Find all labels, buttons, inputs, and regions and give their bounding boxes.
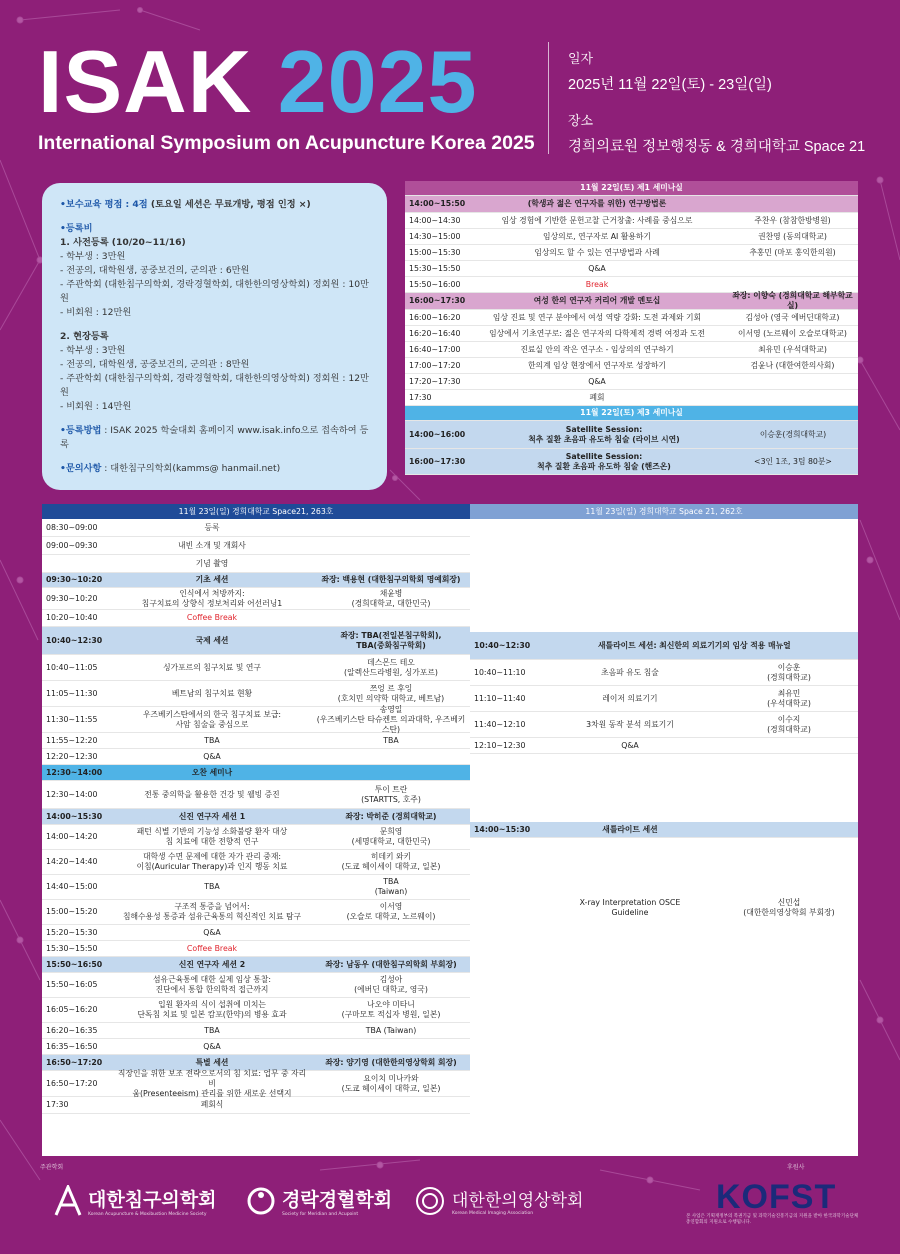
basic-row-cell: 인식에서 처방까지: 침구치료의 상향식 정보처리와 어선러닝1 bbox=[141, 588, 283, 608]
day1-row-cell: 임상의도 할 수 있는 연구방법과 사례 bbox=[534, 247, 660, 257]
pre-title: 1. 사전등록 (10/20~11/16) bbox=[60, 237, 186, 248]
day1-row-cell: 김성아 (영국 에버딘대학교) bbox=[745, 312, 840, 322]
org3-en: Korean Medical Imaging Association bbox=[452, 1211, 534, 1216]
day1-row bbox=[405, 342, 858, 358]
r1-row bbox=[470, 686, 858, 712]
method-title: •등록방법 bbox=[60, 425, 102, 436]
young1-row-cell: 구조적 통증을 넘어서: 침해수용성 통증과 섬유근육통의 혁신적인 치료 탐구 bbox=[122, 902, 302, 921]
young2-row bbox=[42, 973, 470, 998]
header bbox=[38, 32, 535, 155]
event-info bbox=[568, 48, 865, 172]
meridian-logo-icon bbox=[244, 1185, 278, 1217]
day2-left-header: 11월 23일(일) 경희대학교 Space21, 263호 bbox=[42, 504, 470, 519]
young2-row bbox=[42, 1039, 470, 1055]
title-year: 2025 bbox=[277, 32, 478, 131]
method-text: : ISAK 2025 학술대회 홈페이지 www.isak.info으로 접속하여 등록 bbox=[60, 425, 369, 450]
satellite-row bbox=[405, 421, 858, 449]
special-row bbox=[42, 1097, 470, 1114]
special-row-cell: 요이치 미나카와 (도쿄 헤이세이 대학교, 일본) bbox=[341, 1073, 441, 1093]
day2-schedule-table bbox=[42, 504, 858, 1156]
session-satellite-devices-time: 10:40~12:30 bbox=[474, 640, 531, 650]
day1-room1-header bbox=[405, 181, 858, 196]
r1-row-cell: 초음파 유도 침술 bbox=[601, 667, 659, 677]
onsite-title: 2. 현장등록 bbox=[60, 331, 109, 342]
day1-row-cell: 검윤나 (대한여한의사회) bbox=[750, 360, 835, 370]
main-title bbox=[38, 32, 535, 131]
sat-time: 16:00~17:30 bbox=[409, 456, 466, 466]
session-special-title: 특별 세션 bbox=[195, 1057, 229, 1067]
day1-row-cell: 16:20~16:40 bbox=[409, 328, 461, 338]
basic-row-cell: 09:30~10:20 bbox=[46, 593, 98, 603]
young2-row bbox=[42, 998, 470, 1023]
day1-row bbox=[405, 245, 858, 261]
young1-row-cell: TBA (Taiwan) bbox=[374, 877, 408, 896]
basic-row-cell: 채윤병 (경희대학교, 대한민국) bbox=[351, 588, 431, 608]
r1-row bbox=[470, 660, 858, 686]
day1-row bbox=[405, 358, 858, 374]
session-lunch-time: 12:30~14:00 bbox=[46, 767, 103, 777]
org-kmia bbox=[414, 1185, 583, 1217]
session-special-time: 16:50~17:20 bbox=[46, 1057, 103, 1067]
contact-text: : 대한침구의학회(kamms@ hanmail.net) bbox=[101, 463, 281, 474]
day1-row bbox=[405, 374, 858, 390]
r1-row bbox=[470, 738, 858, 754]
young2-row-cell: 16:20~16:35 bbox=[46, 1025, 98, 1035]
day1-room3-header-text: 11월 22일(토) 제3 세미나실 bbox=[580, 408, 683, 417]
day1-row-cell: 17:30 bbox=[409, 392, 432, 402]
day1-row-cell: 최유민 (우석대학교) bbox=[758, 344, 827, 354]
session-research-methods-title: (학생과 젊은 연구자를 위한) 연구방법론 bbox=[527, 199, 667, 208]
sat-title: Satellite Session: 척추 질환 초음파 유도하 침술 (핸즈온) bbox=[537, 451, 671, 471]
r1-row-cell: 최유민 (우석대학교) bbox=[767, 688, 811, 708]
session-young2 bbox=[42, 957, 470, 973]
fee-item: - 비회원 : 12만원 bbox=[60, 307, 132, 318]
young2-row-cell: TBA (Taiwan) bbox=[365, 1025, 417, 1035]
day1-row-cell: 15:00~15:30 bbox=[409, 247, 461, 257]
session-satellite-xray-time: 14:00~15:30 bbox=[474, 824, 531, 834]
young2-row-cell: 16:35~16:50 bbox=[46, 1041, 98, 1051]
intl-row bbox=[42, 704, 470, 734]
intl-row bbox=[42, 749, 470, 765]
sponsor-label: 후원사 bbox=[787, 1164, 805, 1171]
day1-row-cell: 17:20~17:30 bbox=[409, 376, 461, 386]
session-basic-chair: 좌장: 백용현 (대한침구의학회 명예회장) bbox=[321, 575, 461, 584]
opening-row-cell: 등록 bbox=[204, 522, 220, 532]
date-label: 일자 bbox=[568, 51, 594, 66]
young2-row-cell: 16:05~16:20 bbox=[46, 1005, 98, 1014]
r1-row-cell: 10:40~11:10 bbox=[474, 667, 526, 677]
org2-en: Society for Meridian and Acupoint bbox=[282, 1212, 359, 1217]
lunch-row-cell: 투이 트란 (STARTTS, 호주) bbox=[361, 784, 421, 804]
day1-row-cell: 권찬영 (동의대학교) bbox=[758, 231, 827, 241]
right-spacer bbox=[470, 754, 858, 822]
r1-row-cell: 이수지 (경희대학교) bbox=[767, 714, 811, 734]
young2-row-cell: 15:50~16:05 bbox=[46, 980, 98, 989]
day1-row-cell: Break bbox=[585, 279, 609, 289]
kamms-logo-icon bbox=[52, 1185, 84, 1217]
day1-row-cell: 임상 진료 및 연구 분야에서 여성 역량 강화: 도전 과제와 기회 bbox=[492, 312, 702, 322]
opening-row-cell: 08:30~09:00 bbox=[46, 522, 98, 532]
day1-row-cell: Q&A bbox=[588, 376, 606, 386]
young2-row-cell: Q&A bbox=[203, 1041, 221, 1051]
intl-row-cell: 10:40~11:05 bbox=[46, 662, 98, 672]
session-basic-title: 기초 세션 bbox=[195, 575, 229, 584]
contact-title: •문의사항 bbox=[60, 463, 102, 474]
young1-row-cell: 15:30~15:50 bbox=[46, 943, 98, 953]
session-young1-title: 신진 연구자 세션 1 bbox=[178, 811, 246, 821]
org-kamms bbox=[52, 1185, 216, 1217]
sat-speaker: <3인 1조, 3팀 80분> bbox=[754, 456, 832, 466]
intl-row-cell: TBA bbox=[383, 735, 399, 745]
day1-row-cell: 16:00~16:20 bbox=[409, 312, 461, 322]
credit-note: (토요일 세션은 무료개방, 평점 인정 ×) bbox=[147, 199, 311, 210]
day2-left-column bbox=[42, 519, 470, 1114]
young2-row-cell: 입원 환자의 식이 섭취에 미치는 단독침 치료 및 일본 캄포(한약)의 병용 효과 bbox=[137, 1000, 287, 1019]
intl-row-cell: 우즈베키스탄에서의 한국 침구치료 보급: 사암 침술을 중심으로 bbox=[142, 709, 282, 729]
young2-row bbox=[42, 1023, 470, 1039]
r1-row bbox=[470, 712, 858, 738]
young1-row-cell: 15:00~15:20 bbox=[46, 907, 98, 916]
young1-row-cell: TBA bbox=[204, 882, 220, 891]
lunch-row-cell: 12:30~14:00 bbox=[46, 789, 98, 799]
day1-row bbox=[405, 390, 858, 406]
intl-row-cell: 베트남의 침구치료 현황 bbox=[171, 688, 253, 698]
day1-row bbox=[405, 261, 858, 277]
lunch-row bbox=[42, 781, 470, 809]
sat-speaker: 이승훈(경희대학교) bbox=[759, 429, 827, 439]
intl-row-cell: 싱가포르의 침구치료 및 연구 bbox=[163, 662, 261, 672]
intl-row bbox=[42, 655, 470, 681]
young2-row-cell: TBA bbox=[204, 1025, 220, 1035]
day1-row-cell: 임상 경험에 기반한 문헌고찰 근거창출: 사례를 중심으로 bbox=[501, 215, 693, 225]
special-row bbox=[42, 1068, 470, 1098]
session-international-time: 10:40~12:30 bbox=[46, 635, 103, 645]
day1-row-cell: 15:50~16:00 bbox=[409, 279, 461, 289]
r1-row-cell: 이승훈 (경희대학교) bbox=[767, 662, 811, 682]
day1-row-cell: 진료실 안의 작은 연구소 - 임상의의 연구하기 bbox=[520, 344, 674, 354]
org1-name: 대한침구의학회 bbox=[88, 1189, 217, 1211]
day2-right-header: 11월 23일(일) 경희대학교 Space 21, 262호 bbox=[470, 504, 858, 519]
session-young2-chair: 좌장: 남동우 (대한침구의학회 부회장) bbox=[325, 959, 457, 969]
intl-row-cell: 데스몬드 테오 (알렉산드라병원, 싱가포르) bbox=[344, 657, 438, 677]
day1-row-cell: 한의계 임상 현장에서 연구자로 성장하기 bbox=[528, 360, 666, 370]
session-research-methods bbox=[405, 196, 858, 213]
intl-row-cell: 12:20~12:30 bbox=[46, 751, 98, 761]
session-satellite-xray bbox=[470, 822, 858, 838]
session-research-methods-time: 14:00~15:50 bbox=[409, 199, 466, 208]
session-basic-time: 09:30~10:20 bbox=[46, 575, 103, 584]
young1-row-cell: 대학생 수면 문제에 대한 자가 관리 중재: 이침(Auricular Therapy)과 인지 행동 치료 bbox=[136, 852, 288, 871]
credit-title: •보수교육 평점 : 4점 bbox=[60, 199, 148, 210]
session-satellite-xray-title: 새틀라이트 세션 bbox=[602, 824, 658, 834]
day1-row-cell: 추홍민 (마포 홍익한의원) bbox=[749, 247, 836, 257]
young1-row bbox=[42, 825, 470, 850]
basic-row bbox=[42, 588, 470, 610]
session-satellite-devices-title: 새틀라이트 세션: 최신한의 의료기기의 임상 적용 매뉴얼 bbox=[598, 640, 791, 650]
r1-row-cell: 12:10~12:30 bbox=[474, 740, 526, 750]
opening-row-cell: 09:00~09:30 bbox=[46, 540, 98, 550]
xray-row bbox=[470, 838, 858, 978]
young1-row bbox=[42, 875, 470, 900]
org1-en: Korean Acupuncture & Moxibustion Medicine Society bbox=[88, 1212, 207, 1217]
intl-row-cell: 11:30~11:55 bbox=[46, 714, 98, 724]
xray-topic: X-ray Interpretation OSCE Guideline bbox=[579, 898, 681, 917]
sat-title: Satellite Session: 척추 질환 초음파 유도하 침술 (라이브 시연) bbox=[528, 424, 680, 444]
lunch-row-cell: 전통 중의학을 활용한 건강 및 웰빙 증진 bbox=[144, 789, 280, 799]
session-lunch bbox=[42, 765, 470, 781]
young1-row-cell: 패턴 식별 기반의 기능성 소화불량 환자 대상 침 치료에 대한 전향적 연구 bbox=[136, 827, 288, 846]
day1-row bbox=[405, 229, 858, 245]
young1-row bbox=[42, 925, 470, 941]
intl-row bbox=[42, 681, 470, 707]
venue-value: 경희의료원 정보행정동 & 경희대학교 Space 21 bbox=[568, 139, 866, 155]
young1-row-cell: 14:40~15:00 bbox=[46, 882, 98, 891]
session-young1-time: 14:00~15:30 bbox=[46, 811, 103, 821]
day1-row-cell: 폐회 bbox=[589, 392, 605, 402]
intl-row-cell: 송영일 (우즈베키스탄 타슈켄트 의과대학, 우즈베키스탄) bbox=[316, 704, 466, 734]
day2-headers bbox=[42, 504, 858, 519]
special-row-cell: 16:50~17:20 bbox=[46, 1078, 98, 1088]
registration-box bbox=[42, 183, 387, 490]
day1-row-cell: 이서영 (노르웨이 오슬로대학교) bbox=[738, 328, 847, 338]
day1-row bbox=[405, 213, 858, 229]
fee-item: - 학부생 : 3만원 bbox=[60, 251, 126, 262]
young2-row-cell: 나오야 미타니 (구마모토 적십자 병원, 일본) bbox=[341, 1000, 441, 1019]
day1-room3-header bbox=[405, 406, 858, 421]
intl-row-cell: TBA bbox=[204, 735, 220, 745]
special-row-cell: 폐회식 bbox=[200, 1100, 224, 1109]
session-satellite-devices bbox=[470, 632, 858, 660]
young1-row-cell: 문희영 (세명대학교, 대한민국) bbox=[351, 827, 431, 846]
day1-row-cell: 주찬우 (참참한방병원) bbox=[754, 215, 831, 225]
session-young2-time: 15:50~16:50 bbox=[46, 959, 103, 969]
young1-row-cell: Q&A bbox=[203, 927, 221, 937]
title-isak: ISAK bbox=[38, 32, 253, 131]
day1-row-cell: 임상의로, 연구자로 AI 활용하기 bbox=[543, 231, 651, 241]
intl-row-cell: 11:05~11:30 bbox=[46, 688, 98, 698]
r1-row-cell: 11:10~11:40 bbox=[474, 693, 526, 703]
basic-row-cell: Coffee Break bbox=[186, 613, 238, 622]
org3-name: 대한한의영상학회 bbox=[452, 1191, 584, 1211]
opening-row-cell: 내빈 소개 및 개회사 bbox=[178, 540, 246, 550]
day1-row bbox=[405, 310, 858, 326]
session-young2-title: 신진 연구자 세션 2 bbox=[178, 959, 246, 969]
session-international-title: 국제 세션 bbox=[195, 635, 229, 645]
r1-row-cell: 레이저 의료기기 bbox=[602, 693, 658, 703]
opening-row bbox=[42, 519, 470, 537]
xray-speaker: 신민섭 (대한한의영상학회 부회장) bbox=[743, 898, 835, 917]
r1-row-cell: 11:40~12:10 bbox=[474, 719, 526, 729]
day1-schedule-table bbox=[405, 181, 858, 475]
day1-row-cell: 14:30~15:00 bbox=[409, 231, 461, 241]
young2-row-cell: 섬유근육통에 대한 실제 임상 통찰: 진단에서 통합 한의학적 접근까지 bbox=[153, 975, 271, 994]
young1-row bbox=[42, 850, 470, 875]
day1-row-cell: 임상에서 기초연구로: 젊은 연구자의 다학제적 경력 여정과 도전 bbox=[489, 328, 705, 338]
kmia-logo-icon bbox=[414, 1185, 446, 1217]
session-women-mentorship bbox=[405, 293, 858, 310]
r1-row-cell: Q&A bbox=[621, 740, 639, 750]
fee-item: - 학부생 : 3만원 bbox=[60, 345, 126, 356]
basic-row bbox=[42, 610, 470, 627]
young1-row-cell: 15:20~15:30 bbox=[46, 927, 98, 937]
kofst-logo: KOFST bbox=[716, 1178, 837, 1216]
young2-row-cell: 김성아 (에버딘 대학교, 영국) bbox=[354, 975, 428, 994]
fee-item: - 주관학회 (대한침구의학회, 경락경혈학회, 대한한의영상학회) 정회원 : 12만원 bbox=[60, 373, 369, 398]
sat-time: 14:00~16:00 bbox=[409, 429, 466, 439]
venue-label: 장소 bbox=[568, 113, 594, 128]
young1-row-cell: 14:00~14:20 bbox=[46, 832, 98, 841]
intl-row-cell: Q&A bbox=[203, 751, 221, 761]
session-international bbox=[42, 627, 470, 655]
day1-row-cell: 15:30~15:50 bbox=[409, 263, 461, 273]
pre-fee-list bbox=[60, 250, 369, 320]
young1-row-cell: 히데키 와키 (도쿄 헤이세이 대학교, 일본) bbox=[341, 852, 441, 871]
fee-item: - 전공의, 대학원생, 공중보건의, 군의관 : 6만원 bbox=[60, 265, 250, 276]
session-women-mentorship-chair: 좌장: 이향숙 (경희대학교 해부학교실) bbox=[732, 291, 853, 310]
intl-row-cell: 쯔엉 르 후잉 (호치민 의약학 대학교, 베트남) bbox=[337, 683, 445, 703]
day1-row-cell: 16:40~17:00 bbox=[409, 344, 461, 354]
subtitle: International Symposium on Acupuncture Korea 2025 bbox=[38, 132, 535, 154]
onsite-fee-list bbox=[60, 344, 369, 414]
header-divider bbox=[548, 42, 549, 154]
special-row-cell: 17:30 bbox=[46, 1100, 69, 1109]
day1-row-cell: Q&A bbox=[588, 263, 606, 273]
opening-row bbox=[42, 555, 470, 573]
day1-row bbox=[405, 326, 858, 342]
session-young1-chair: 좌장: 박히준 (경희대학교) bbox=[345, 811, 437, 821]
day1-row-cell: 14:00~14:30 bbox=[409, 215, 461, 225]
fee-item: - 전공의, 대학원생, 공중보건의, 군의관 : 8만원 bbox=[60, 359, 250, 370]
opening-row-cell: 기념 촬영 bbox=[195, 558, 229, 568]
fee-item: - 비회원 : 14만원 bbox=[60, 401, 132, 412]
org2-name: 경락경혈학회 bbox=[282, 1189, 393, 1211]
session-international-chair: 좌장: TBA(전일본침구학회), TBA(중화침구학회) bbox=[340, 630, 442, 650]
session-basic bbox=[42, 573, 470, 588]
young1-row bbox=[42, 900, 470, 925]
session-lunch-title: 오찬 세미나 bbox=[191, 767, 233, 777]
org-meridian bbox=[244, 1185, 392, 1217]
intl-row-cell: 11:55~12:20 bbox=[46, 735, 98, 745]
intl-row bbox=[42, 733, 470, 749]
fee-title: •등록비 bbox=[60, 223, 93, 234]
host-label: 주관학회 bbox=[40, 1164, 64, 1171]
right-spacer bbox=[470, 519, 858, 632]
satellite-row bbox=[405, 449, 858, 475]
day1-room1-header-text: 11월 22일(토) 제1 세미나실 bbox=[580, 183, 683, 192]
r1-row-cell: 3차원 동작 분석 의료기기 bbox=[586, 719, 674, 729]
young1-row-cell: Coffee Break bbox=[186, 943, 238, 953]
kofst-note: 본 사업은 기획재정부의 복권기금 및 과학기술진흥기금의 지원을 받아 한국과학기술단체총연합회의 지원으로 수행됩니다. bbox=[686, 1214, 859, 1225]
date-value: 2025년 11월 22일(토) - 23일(일) bbox=[568, 77, 772, 93]
day1-row-cell: 17:00~17:20 bbox=[409, 360, 461, 370]
session-young1 bbox=[42, 809, 470, 825]
basic-row-cell: 10:20~10:40 bbox=[46, 613, 98, 622]
session-special-chair: 좌장: 양기영 (대한한의영상학회 회장) bbox=[325, 1057, 457, 1067]
session-women-mentorship-time: 16:00~17:30 bbox=[409, 296, 466, 305]
young1-row bbox=[42, 941, 470, 957]
young1-row-cell: 이서영 (오슬로 대학교, 노르웨이) bbox=[346, 902, 436, 921]
opening-row bbox=[42, 537, 470, 555]
fee-item: - 주관학회 (대한침구의학회, 경락경혈학회, 대한한의영상학회) 정회원 : 10만원 bbox=[60, 279, 369, 304]
young1-row-cell: 14:20~14:40 bbox=[46, 857, 98, 866]
day2-right-column bbox=[470, 519, 858, 978]
session-women-mentorship-title: 여성 한의 연구자 커리어 개발 멘토십 bbox=[533, 296, 661, 305]
special-row-cell: 직장인을 위한 보조 전략으로서의 침 치료: 업무 중 자리 비 움(Presenteeism) 관리를 위한 새로운 선택지 bbox=[117, 1068, 307, 1098]
